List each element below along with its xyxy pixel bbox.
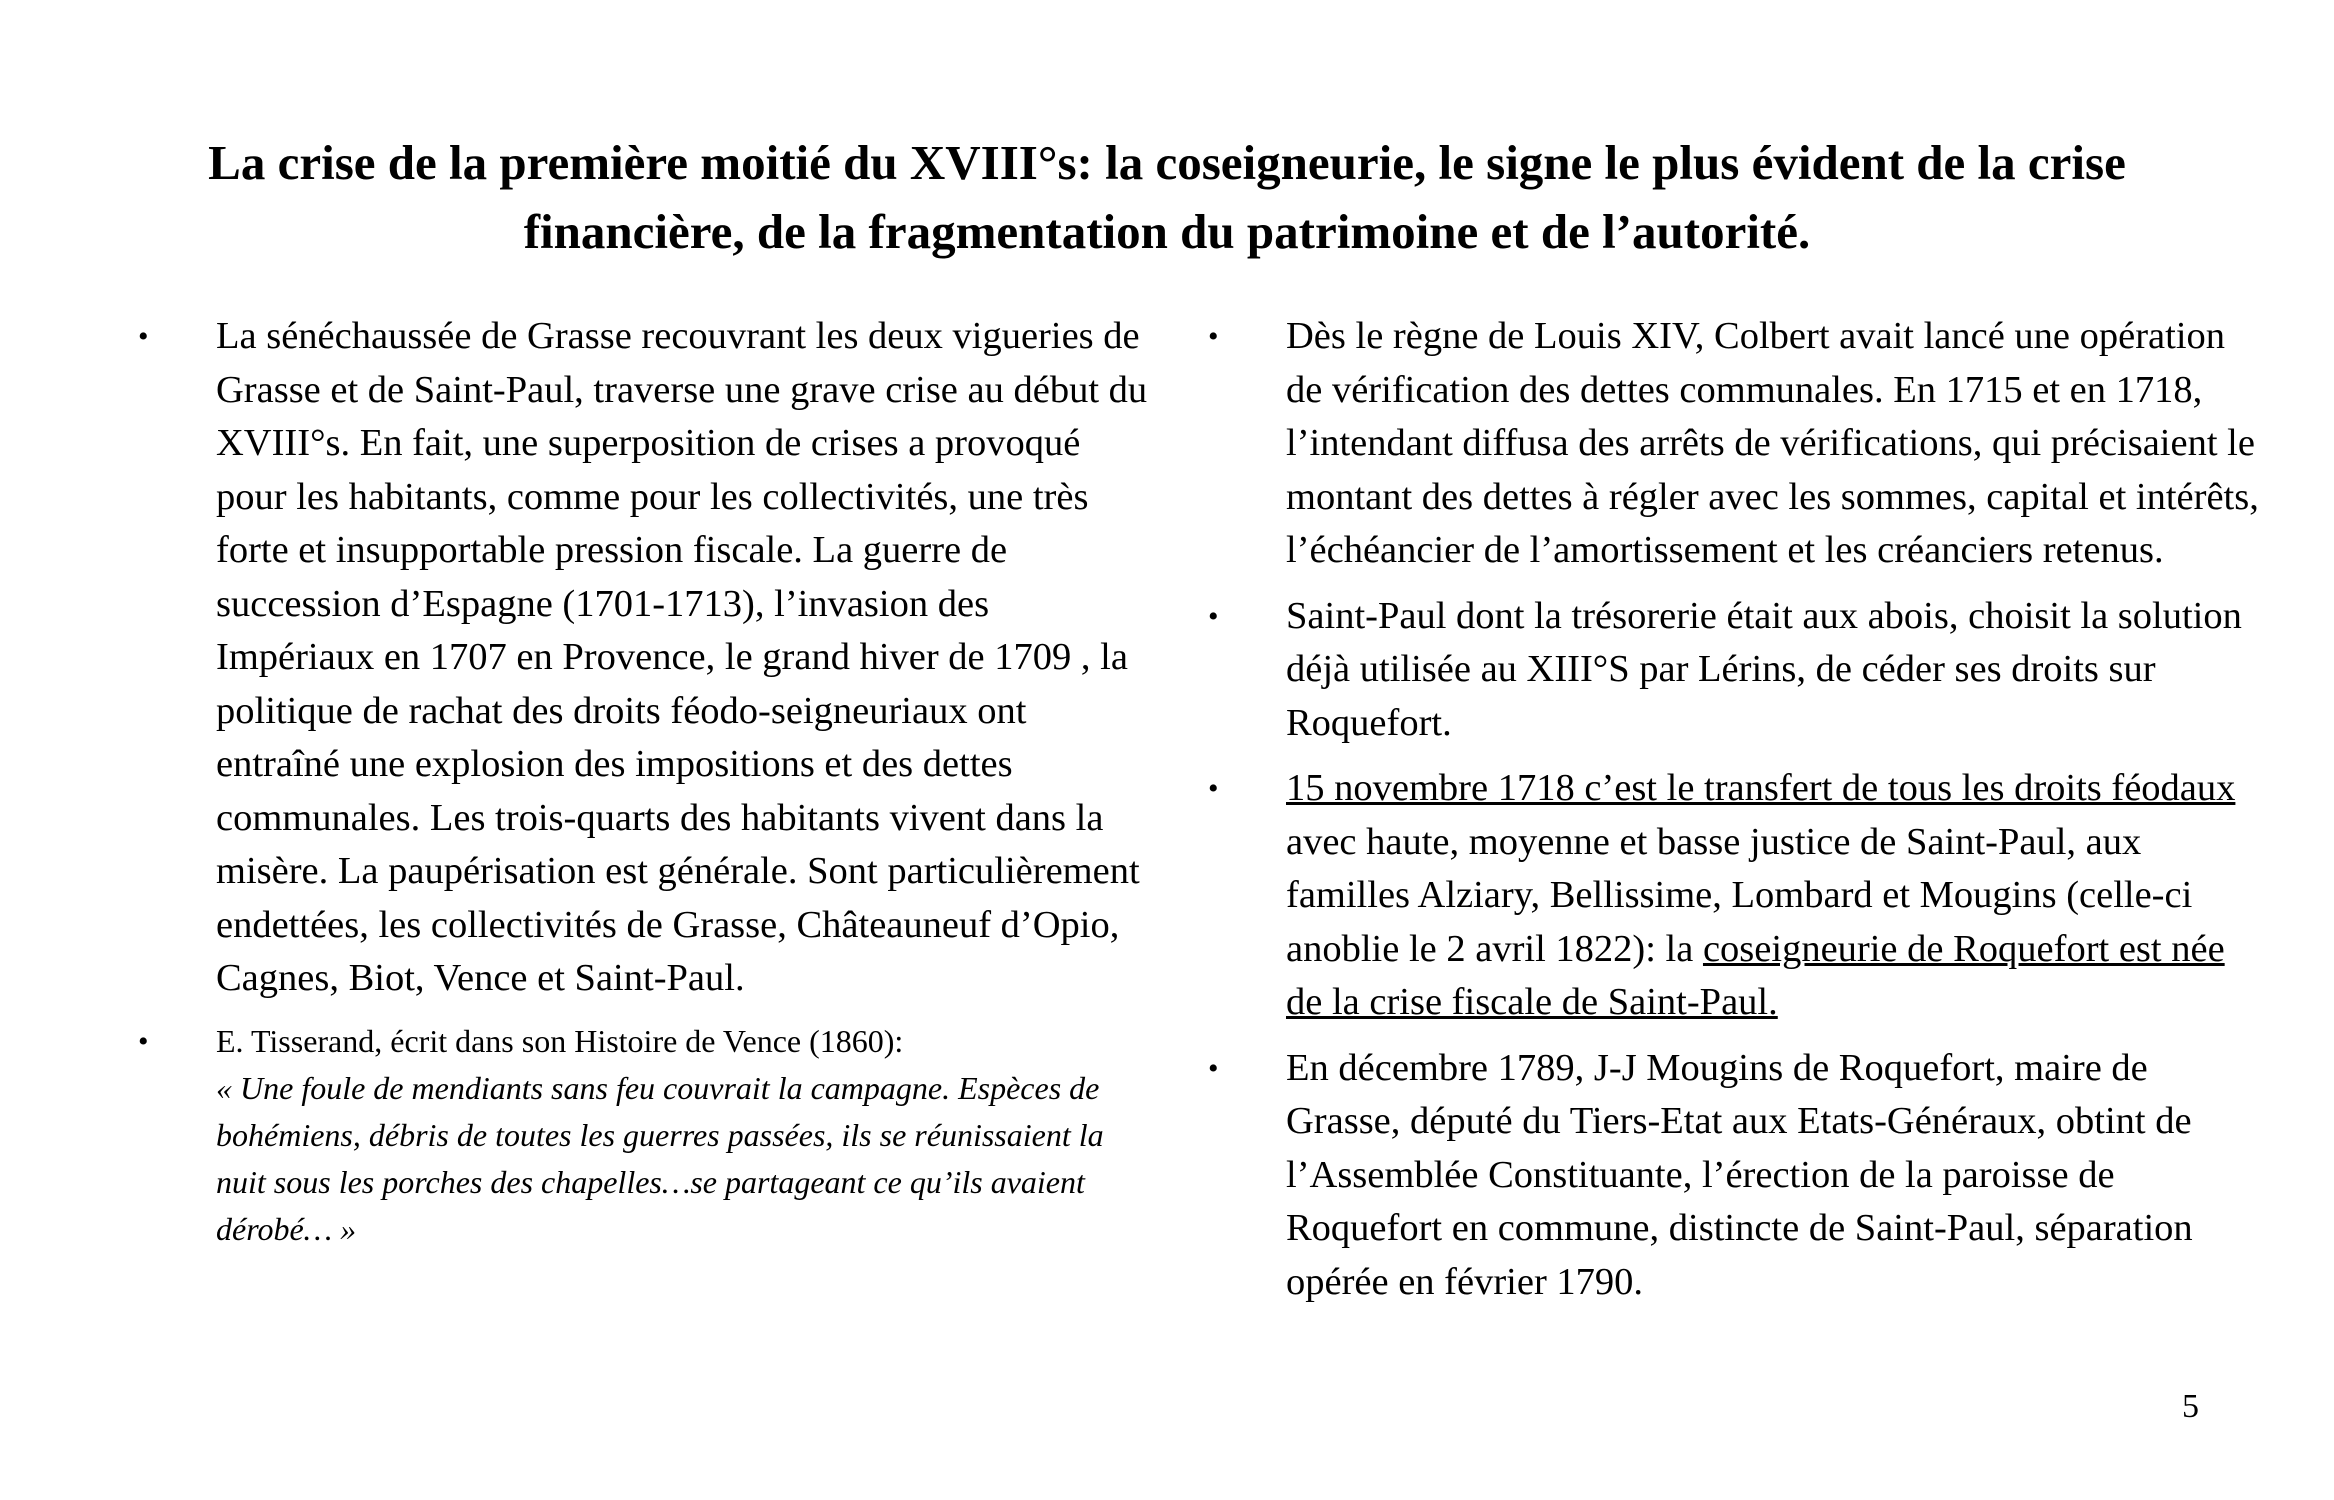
- quote-text: « Une foule de mendiants sans feu couvrait la campagne. Espèces de bohémiens, débris de toutes les guerres passées, ils se réunissaient la nuit sous les porches des chapelles…se partageant ce qu’ils avaient dérobé… »: [216, 1069, 1104, 1247]
- paragraph-text: La sénéchaussée de Grasse recouvrant les deux vigueries de Grasse et de Saint-Paul, traverse une grave crise au début du XVIII°s. En fait, une superposition de crises a provoqué pour les habitants, comme pour les collectivités, une très forte et insupportable pression fiscale. La guerre de succession d’Espagne (1701-1713), l’invasion des Impériaux en 1707 en Provence, le grand hiver de 1709 , la politique de rachat des droits féodo-seigneuriaux ont entraîné une explosion des impositions et des dettes communales. Les trois-quarts des habitants vivent dans la misère. La paupérisation est générale. Sont particulièrement endettées, les collectivités de Grasse, Châteauneuf d’Opio, Cagnes, Biot, Vence et Saint-Paul.: [216, 315, 1148, 999]
- slide-title: La crise de la première moitié du XVIII°s: la coseigneurie, le signe le plus évident de la crise financière, de la fragmentation du patrimoine et de l’autorité.: [208, 135, 2126, 259]
- right-bullet-colbert: [1208, 310, 2268, 578]
- quote-intro: E. Tisserand, écrit dans son Histoire de Vence (1860):: [216, 1022, 904, 1059]
- bullet-icon: •: [138, 1024, 149, 1058]
- paragraph-text: avec haute, moyenne et basse justice de Saint-Paul, aux familles Alziary, Bellissime, Lombard et Mougins (celle-ci anoblie le 2 avril 1822): la: [1286, 820, 2193, 970]
- bullet-icon: •: [1208, 599, 1219, 633]
- right-column: [1208, 310, 2268, 1321]
- left-bullet-sénéchaussée: [138, 310, 1148, 1006]
- bullet-icon: •: [1208, 772, 1219, 805]
- bullet-icon: •: [1208, 1051, 1219, 1085]
- right-bullet-mougins: [1208, 1042, 2268, 1310]
- page-number: 5: [2182, 1388, 2199, 1425]
- underlined-conclusion-text: coseigneurie de Roquefort est née de la crise fiscale de Saint-Paul.: [1286, 927, 2225, 1023]
- right-bullet-saint-paul: [1208, 590, 2268, 751]
- bullet-icon: •: [1208, 320, 1219, 353]
- left-bullet-tisserand-quote: [138, 1018, 1148, 1253]
- bullet-icon: •: [138, 320, 149, 353]
- paragraph-text: Dès le règne de Louis XIV, Colbert avait lancé une opération de vérification des dettes communales. En 1715 et en 1718, l’intendant diffusa des arrêts de vérifications, qui précisaient le montant des dettes à régler avec les sommes, capital et intérêts, l’échéancier de l’amortissement et les créanciers retenus.: [1286, 315, 2259, 571]
- right-bullet-transfert: [1208, 762, 2268, 1030]
- paragraph-text: Saint-Paul dont la trésorerie était aux abois, choisit la solution déjà utilisée au XIII°S par Lérins, de céder ses droits sur Roquefort.: [1286, 594, 2242, 744]
- paragraph-text: En décembre 1789, J-J Mougins de Roquefort, maire de Grasse, député du Tiers-Etat aux Etats-Généraux, obtint de l’Assemblée Constituante, l’érection de la paroisse de Roquefort en commune, distincte de Saint-Paul, séparation opérée en février 1790.: [1286, 1046, 2193, 1303]
- underlined-date-text: 15 novembre 1718 c’est le transfert de tous les droits féodaux: [1286, 767, 2236, 809]
- left-column: [138, 310, 1148, 1265]
